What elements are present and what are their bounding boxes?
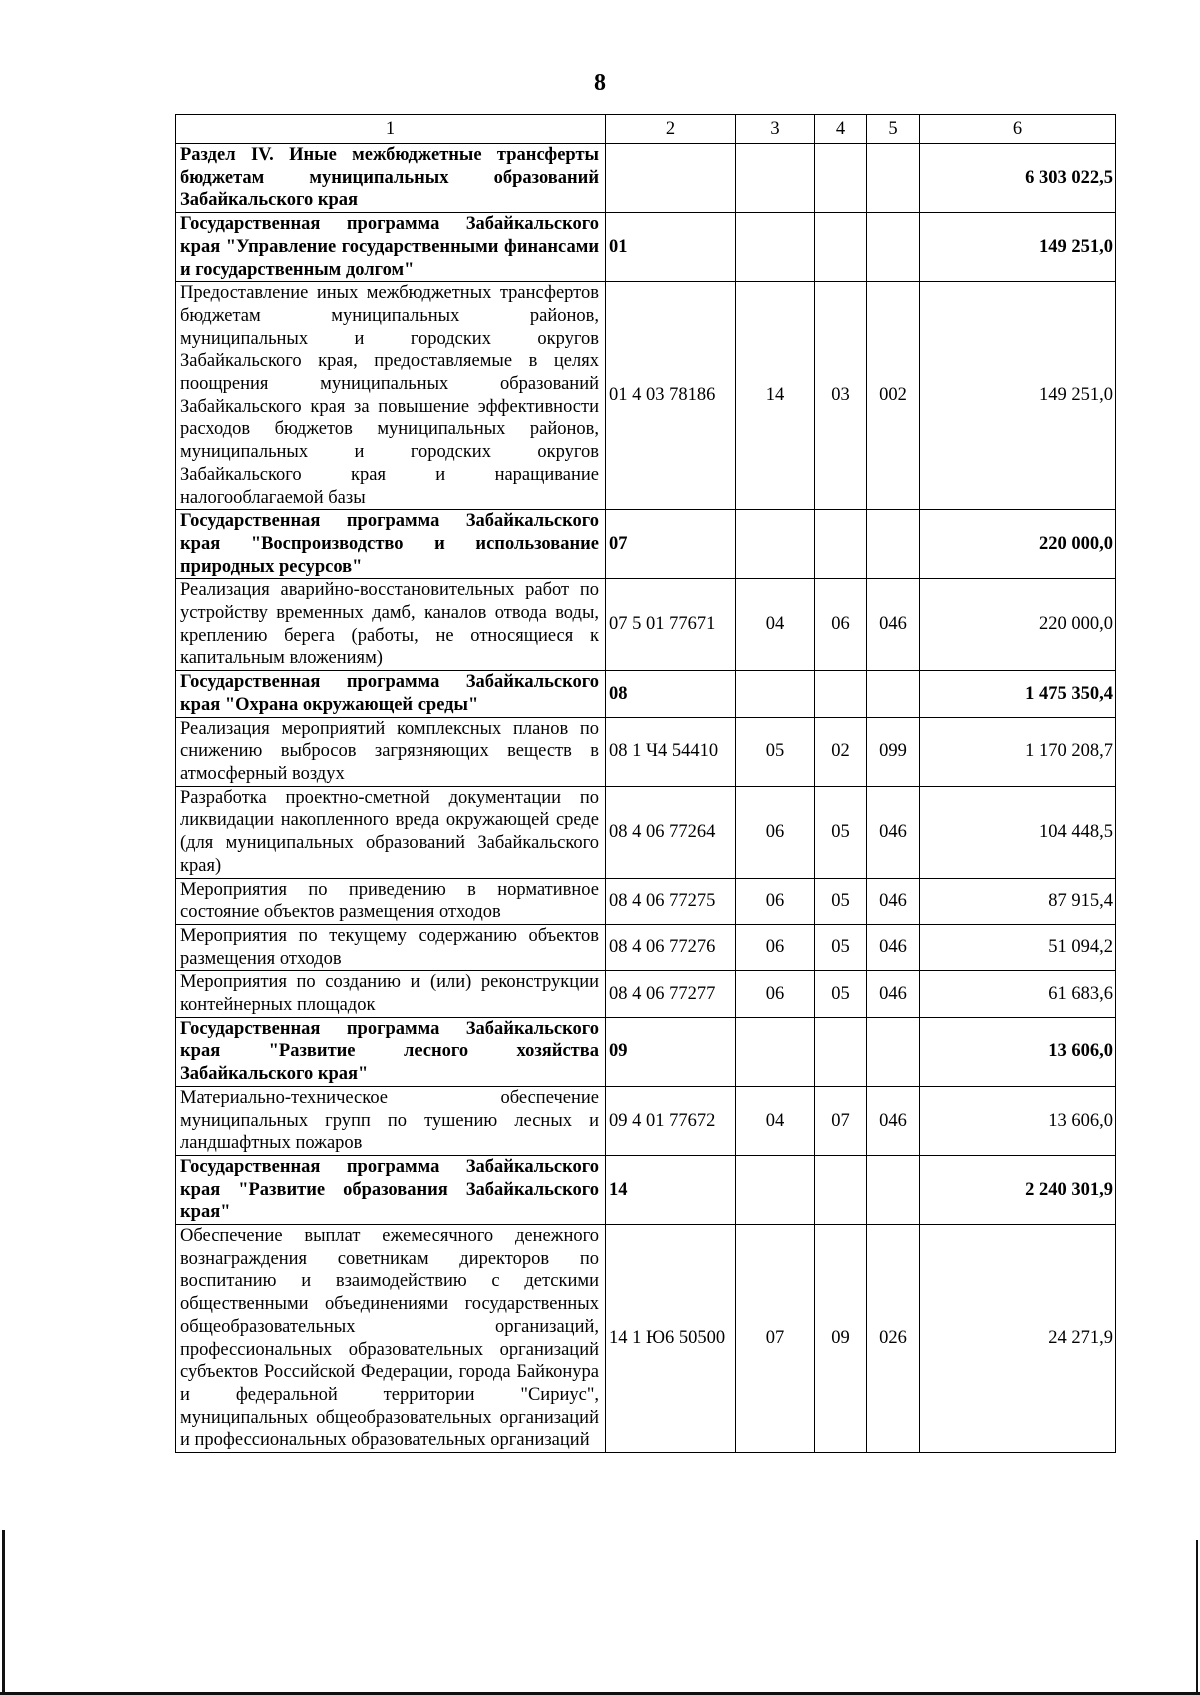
row-name-cell: Мероприятия по текущему содержанию объектов размещения отходов bbox=[176, 924, 606, 970]
row-type-cell bbox=[867, 144, 920, 213]
row-section-cell bbox=[736, 213, 815, 282]
budget-table bbox=[175, 114, 1116, 1453]
table-row bbox=[176, 213, 1116, 282]
table-row bbox=[176, 282, 1116, 510]
column-header-2: 2 bbox=[606, 115, 736, 144]
column-header-6: 6 bbox=[920, 115, 1116, 144]
row-type-cell: 002 bbox=[867, 282, 920, 510]
row-code-cell: 01 4 03 78186 bbox=[606, 282, 736, 510]
row-name-cell: Мероприятия по приведению в нормативное состояние объектов размещения отходов bbox=[176, 878, 606, 924]
row-amount-cell: 13 606,0 bbox=[920, 1086, 1116, 1155]
row-subsection-cell bbox=[815, 671, 867, 717]
row-type-cell: 046 bbox=[867, 1086, 920, 1155]
table-row bbox=[176, 786, 1116, 878]
page-number: 8 bbox=[594, 70, 606, 96]
row-code-cell: 08 4 06 77276 bbox=[606, 924, 736, 970]
row-name-cell: Мероприятия по созданию и (или) реконструкции контейнерных площадок bbox=[176, 971, 606, 1017]
row-subsection-cell: 05 bbox=[815, 878, 867, 924]
table-row bbox=[176, 671, 1116, 717]
row-name-cell: Государственная программа Забайкальского края "Развитие лесного хозяйства Забайкальского края" bbox=[176, 1017, 606, 1086]
table-row bbox=[176, 144, 1116, 213]
row-type-cell: 046 bbox=[867, 924, 920, 970]
row-name-cell: Раздел IV. Иные межбюджетные трансферты бюджетам муниципальных образований Забайкальского края bbox=[176, 144, 606, 213]
row-code-cell: 07 bbox=[606, 510, 736, 579]
scan-edge-left bbox=[2, 1530, 5, 1695]
scan-edge-right bbox=[1196, 1540, 1198, 1695]
row-section-cell: 06 bbox=[736, 971, 815, 1017]
row-section-cell: 04 bbox=[736, 1086, 815, 1155]
row-type-cell: 046 bbox=[867, 579, 920, 671]
table-row bbox=[176, 717, 1116, 786]
row-section-cell: 04 bbox=[736, 579, 815, 671]
row-name-cell: Государственная программа Забайкальского края "Управление государственными финансами и государственным долгом" bbox=[176, 213, 606, 282]
row-type-cell: 099 bbox=[867, 717, 920, 786]
row-code-cell: 09 bbox=[606, 1017, 736, 1086]
row-code-cell: 08 1 Ч4 54410 bbox=[606, 717, 736, 786]
table-row bbox=[176, 924, 1116, 970]
row-type-cell bbox=[867, 1155, 920, 1224]
row-amount-cell: 1 170 208,7 bbox=[920, 717, 1116, 786]
table-row bbox=[176, 1017, 1116, 1086]
row-subsection-cell bbox=[815, 144, 867, 213]
row-subsection-cell: 06 bbox=[815, 579, 867, 671]
row-section-cell bbox=[736, 510, 815, 579]
row-code-cell: 08 4 06 77264 bbox=[606, 786, 736, 878]
row-section-cell bbox=[736, 1155, 815, 1224]
row-amount-cell: 13 606,0 bbox=[920, 1017, 1116, 1086]
row-amount-cell: 220 000,0 bbox=[920, 579, 1116, 671]
row-code-cell: 07 5 01 77671 bbox=[606, 579, 736, 671]
row-name-cell: Материально-техническое обеспечение муниципальных групп по тушению лесных и ландшафтных пожаров bbox=[176, 1086, 606, 1155]
row-code-cell: 08 4 06 77277 bbox=[606, 971, 736, 1017]
row-name-cell: Государственная программа Забайкальского края "Охрана окружающей среды" bbox=[176, 671, 606, 717]
row-amount-cell: 6 303 022,5 bbox=[920, 144, 1116, 213]
row-section-cell: 07 bbox=[736, 1225, 815, 1453]
table-row bbox=[176, 579, 1116, 671]
row-section-cell bbox=[736, 144, 815, 213]
column-header-4: 4 bbox=[815, 115, 867, 144]
row-amount-cell: 51 094,2 bbox=[920, 924, 1116, 970]
row-amount-cell: 149 251,0 bbox=[920, 282, 1116, 510]
row-type-cell bbox=[867, 1017, 920, 1086]
row-code-cell: 09 4 01 77672 bbox=[606, 1086, 736, 1155]
header-row bbox=[176, 115, 1116, 144]
row-amount-cell: 61 683,6 bbox=[920, 971, 1116, 1017]
row-name-cell: Реализация мероприятий комплексных планов по снижению выбросов загрязняющих веществ в атмосферный воздух bbox=[176, 717, 606, 786]
row-subsection-cell: 09 bbox=[815, 1225, 867, 1453]
row-section-cell bbox=[736, 1017, 815, 1086]
row-amount-cell: 149 251,0 bbox=[920, 213, 1116, 282]
row-subsection-cell: 07 bbox=[815, 1086, 867, 1155]
column-header-3: 3 bbox=[736, 115, 815, 144]
column-header-1: 1 bbox=[176, 115, 606, 144]
row-type-cell bbox=[867, 213, 920, 282]
row-section-cell: 05 bbox=[736, 717, 815, 786]
column-header-5: 5 bbox=[867, 115, 920, 144]
row-type-cell bbox=[867, 671, 920, 717]
row-amount-cell: 104 448,5 bbox=[920, 786, 1116, 878]
row-name-cell: Реализация аварийно-восстановительных работ по устройству временных дамб, каналов отвода воды, креплению берега (работы, не относящиеся к капитальным вложениям) bbox=[176, 579, 606, 671]
row-type-cell: 046 bbox=[867, 786, 920, 878]
row-section-cell: 06 bbox=[736, 878, 815, 924]
row-section-cell: 14 bbox=[736, 282, 815, 510]
row-subsection-cell bbox=[815, 510, 867, 579]
row-amount-cell: 220 000,0 bbox=[920, 510, 1116, 579]
row-subsection-cell bbox=[815, 213, 867, 282]
row-name-cell: Предоставление иных межбюджетных трансфертов бюджетам муниципальных районов, муниципальных и городских округов Забайкальского края, предоставляемые в целях поощрения муниципальных образований Забайкальского края за повышение эффективности расходов бюджетов муниципальных районов, муниципальных и городских округов Забайкальского края и наращивание налогооблагаемой базы bbox=[176, 282, 606, 510]
row-subsection-cell: 05 bbox=[815, 924, 867, 970]
row-amount-cell: 24 271,9 bbox=[920, 1225, 1116, 1453]
row-section-cell: 06 bbox=[736, 924, 815, 970]
row-name-cell: Государственная программа Забайкальского края "Воспроизводство и использование природных ресурсов" bbox=[176, 510, 606, 579]
row-subsection-cell: 03 bbox=[815, 282, 867, 510]
row-code-cell: 08 bbox=[606, 671, 736, 717]
row-section-cell: 06 bbox=[736, 786, 815, 878]
table-row bbox=[176, 878, 1116, 924]
row-code-cell: 14 1 Ю6 50500 bbox=[606, 1225, 736, 1453]
table-row bbox=[176, 1225, 1116, 1453]
row-code-cell: 08 4 06 77275 bbox=[606, 878, 736, 924]
row-amount-cell: 87 915,4 bbox=[920, 878, 1116, 924]
row-subsection-cell bbox=[815, 1017, 867, 1086]
row-name-cell: Обеспечение выплат ежемесячного денежного вознаграждения советникам директоров по воспитанию и взаимодействию с детскими общественными объединениями государственных общеобразовательных организаций, профессиональных образовательных организаций субъектов Российской Федерации, города Байконура и федеральной территории "Сириус", муниципальных общеобразовательных организаций и профессиональных образовательных организаций bbox=[176, 1225, 606, 1453]
row-subsection-cell bbox=[815, 1155, 867, 1224]
row-code-cell: 01 bbox=[606, 213, 736, 282]
row-amount-cell: 1 475 350,4 bbox=[920, 671, 1116, 717]
row-code-cell bbox=[606, 144, 736, 213]
row-type-cell: 026 bbox=[867, 1225, 920, 1453]
row-type-cell bbox=[867, 510, 920, 579]
row-amount-cell: 2 240 301,9 bbox=[920, 1155, 1116, 1224]
row-name-cell: Разработка проектно-сметной документации по ликвидации накопленного вреда окружающей среде (для муниципальных образований Забайкальского края) bbox=[176, 786, 606, 878]
row-subsection-cell: 05 bbox=[815, 786, 867, 878]
row-code-cell: 14 bbox=[606, 1155, 736, 1224]
table-body bbox=[176, 144, 1116, 1453]
row-section-cell bbox=[736, 671, 815, 717]
table-row bbox=[176, 1155, 1116, 1224]
row-subsection-cell: 05 bbox=[815, 971, 867, 1017]
row-name-cell: Государственная программа Забайкальского края "Развитие образования Забайкальского края" bbox=[176, 1155, 606, 1224]
table-row bbox=[176, 1086, 1116, 1155]
row-type-cell: 046 bbox=[867, 878, 920, 924]
row-type-cell: 046 bbox=[867, 971, 920, 1017]
row-subsection-cell: 02 bbox=[815, 717, 867, 786]
table-row bbox=[176, 971, 1116, 1017]
table-row bbox=[176, 510, 1116, 579]
